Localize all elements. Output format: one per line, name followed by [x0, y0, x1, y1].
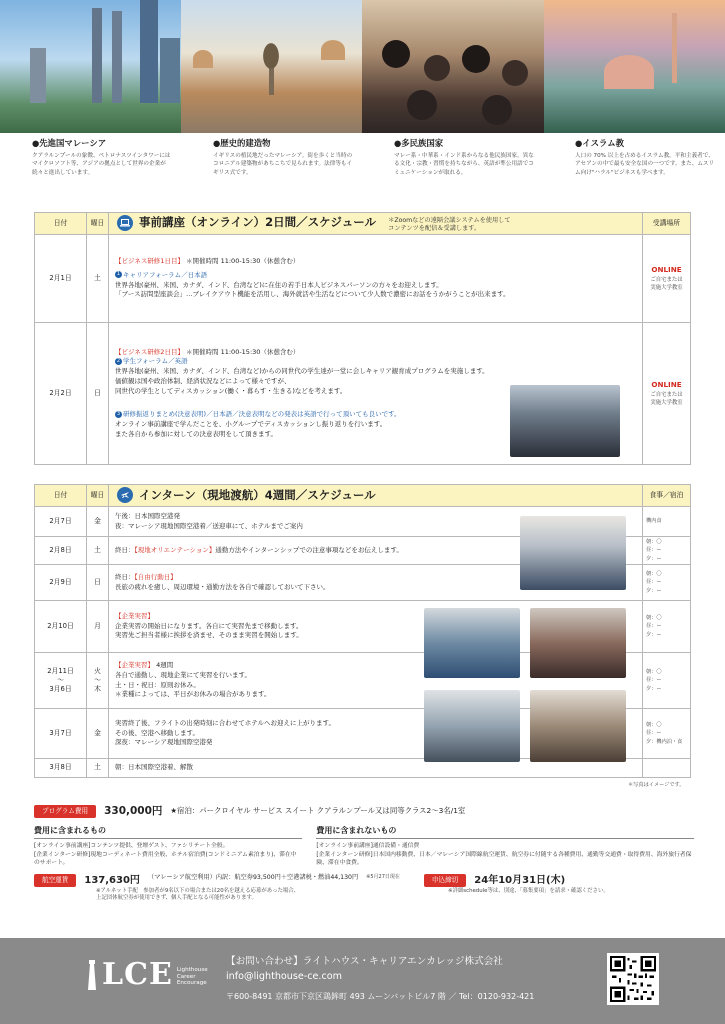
program-fee-price: 330,000円: [104, 805, 163, 817]
row-venue: [643, 323, 691, 465]
row-meal: 朝：〇 昼：ー 夕：ー: [643, 653, 691, 709]
airfare-note: ※アルネット手配 参加者が9名以下の場合または20名を越える応募があった場合、 上記団体航空券が使用できず、個人手配となる可能性があります。: [96, 887, 300, 902]
classroom-photo: [530, 690, 626, 762]
row-meal: 朝：〇 昼：ー 夕：ー: [643, 537, 691, 565]
photo-note: ＊写真はイメージです。: [628, 782, 685, 788]
lighthouse-icon: [86, 960, 98, 990]
logo-text: LCE: [102, 957, 173, 992]
photo-mosque: [544, 0, 725, 133]
contact-email[interactable]: info@lighthouse-ce.com: [226, 970, 342, 982]
row-date: 2月2日: [35, 323, 87, 465]
photo-strip: [0, 0, 725, 133]
row-label: 【自由行動日】: [134, 572, 177, 581]
row-dow: 月: [87, 601, 109, 653]
row-meal: [643, 759, 691, 778]
row-meal: 朝：〇 昼：ー 夕：機内泊・食: [643, 709, 691, 759]
table-row: [35, 235, 691, 323]
row-dow: 金: [87, 507, 109, 537]
session-description: 世界各地(豪州、米国、カナダ、インド、台湾など)に在住の若手日本人ビジネスパーソンの方々をお迎えします。 「ブース訪問型座談会」…ブレイクアウト機能を活用し、海外就活や生活などについて少人数で濃密にお話をうかがうことが出来ます。: [115, 280, 510, 299]
session-subtitle: キャリアフォーラム／日本語: [123, 270, 208, 279]
caption-title: ●先進国マレーシア: [32, 138, 107, 148]
header-title: [109, 213, 643, 235]
number-badge: 1: [116, 271, 121, 277]
work-photo: [424, 690, 520, 762]
airfare-price: 137,630円: [84, 875, 140, 887]
row-label: 【企業実習】: [115, 611, 154, 620]
row-date: 2月8日: [35, 537, 87, 565]
caption-multiethnic: [362, 136, 543, 196]
deadline-dow: 木: [550, 875, 561, 887]
row-label: 【企業実習】: [115, 661, 154, 669]
row-label: 【現地オリエンテーション】: [134, 545, 216, 554]
airfare-date: ※5月27日現在: [366, 874, 400, 881]
photo-colonial-fountain: [181, 0, 362, 133]
fees-section: [34, 804, 694, 903]
included-text: [オンライン事前講座]コンテンツ提供、登壇ゲスト、ファシリテート全般。 [企業インターン研修]現地コーディネート費用全般、ホテル宿泊費(コンドミニアム素泊まり)、滞在中のサポート。: [34, 842, 297, 867]
qr-code[interactable]: [607, 953, 659, 1005]
included-title: 費用に含まれるもの: [34, 826, 302, 839]
row-meal: 機内食: [643, 507, 691, 537]
row-dow: 火 ～ 木: [87, 653, 109, 709]
photo-petronas-towers: [0, 0, 181, 133]
caption-title: ●イスラム教: [575, 138, 625, 148]
caption-text: イギリスの植民地だったマレーシア。街を歩くと当時のコロニアル建築物があちこちで見られます。法律等もイギリス式です。: [213, 153, 353, 176]
row-dow: 土: [87, 235, 109, 323]
group-photo: [510, 385, 620, 457]
program-fee-desc: ★宿泊：パークロイヤル サービス スイート クアラルンプール又は同等クラス2～3名/1室: [170, 806, 466, 816]
caption-text: マレー系・中華系・インド系からなる他民族国家。異なる文化・宗教・習慣を持ちながら、英語が準公用語でコミュニケーションが取れる。: [394, 153, 534, 176]
contact-address: 〒600-8491 京都市下京区鶏鉾町 493 ムーンバットビル7 階 ／ Tel：0120-932-421: [226, 991, 535, 1001]
row-dow: 金: [87, 709, 109, 759]
row-body: [109, 235, 643, 323]
caption-title: ●多民族国家: [394, 138, 444, 148]
logo-subtext: Lighthouse Career Encourage: [176, 966, 208, 987]
session-time: ＊開催時間 11:00-15:30（休憩含む）: [186, 257, 300, 265]
airfare-desc: （マレーシア航空利用）内訳：航空券93,500円＋空港諸税・燃油44,130円: [147, 874, 359, 882]
row-label-suffix: 4週間: [156, 661, 174, 669]
office-group-photo: [424, 608, 520, 678]
venue-detail: ご自宅または 実施大学教室: [650, 276, 683, 291]
excluded-costs: [316, 826, 694, 868]
row-dow: 土: [87, 537, 109, 565]
row-date: 3月7日: [35, 709, 87, 759]
row-body: 午後：日本国際空港発 夜：マレーシア現地国際空港着／送迎車にて、ホテルまでご案内: [109, 507, 643, 537]
footer: [0, 938, 725, 1024]
header-date: 日付: [35, 213, 87, 235]
header-meal: 食事／宿泊: [643, 485, 691, 507]
row-date: 2月9日: [35, 565, 87, 601]
row-body: 実習終了後、フライトの出発時刻に合わせてホテルへお迎えに上がります。 その後、空港へ移動します。 深夜：マレーシア現地国際空港発: [109, 709, 643, 759]
row-text: 企業実習の開始日になります。各自にて実習先まで移動します。 実習先ご担当者様に挨拶を済ませ、そのまま実習を開始します。: [115, 621, 303, 640]
caption-text: 人口の 70% 以上を占めるイスラム教。平和主義者で、アセアンの中で最も安全な国の一つです。また、ムスリム向け"ハラル"ビジネスも学べます。: [575, 153, 715, 176]
airplane-icon: [117, 487, 133, 503]
row-text: 長旅の疲れを癒し、周辺環境・通勤方法を各自で確認しておいて下さい。: [115, 582, 330, 591]
deadline-badge: 申込締切: [424, 874, 466, 887]
feature-captions: [0, 136, 725, 196]
company-logo: [86, 957, 208, 992]
row-dow: 日: [87, 565, 109, 601]
row-body: 朝：日本国際空港着、解散: [109, 759, 643, 778]
header-date: 日付: [35, 485, 87, 507]
row-dow: 土: [87, 759, 109, 778]
header-dow: 曜日: [87, 485, 109, 507]
airfare-badge: 航空運賃: [34, 874, 76, 887]
row-venue: [643, 235, 691, 323]
header-venue: 受講場所: [643, 213, 691, 235]
header-dow: 曜日: [87, 213, 109, 235]
row-date: 3月8日: [35, 759, 87, 778]
row-meal: 朝：〇 昼：ー 夕：ー: [643, 565, 691, 601]
venue-online: ONLINE: [651, 264, 682, 274]
excluded-text: [オンライン事前講座]通信設備・通信費 [企業インターン研修]日本国内移動費、日本／マレーシア国際線航空運賃、航空券に付随する各種費用、通勤等交通費・取得費用、海外旅行者保険、滞在中食費。: [316, 842, 692, 867]
team-photo: [520, 516, 626, 590]
session-description: 世界各地(豪州、米国、カナダ、インド、台湾など)からの同世代の学生達が一堂に会しキャリア観育成プログラムを実施します。 価値観は国や政治体制、経済状況などによって様々ですが、 同世代の学生としてディスカッション(働く・暮らす・生きる)などを考えます。: [115, 367, 489, 395]
number-badge: 3: [116, 410, 121, 417]
session-subtitle: 研修振返りまとめ(決意表明)／日本語／決意表明などの発表は英語で行って頂いても良いです。: [123, 410, 401, 419]
excluded-title: 費用に含まれないもの: [316, 826, 694, 839]
session-description: オンライン事前講座で学んだことを、小グループでディスカッションし振り返りを行います。 また各自から参加に対しての決意表明をして頂きます。: [115, 420, 387, 438]
caption-historic-buildings: [181, 136, 362, 196]
section-note: ＊Zoomなどの遠隔会議システムを使用して コンテンツを配信＆受講します。: [388, 216, 511, 232]
row-text: 各自で通勤し、現地企業にて実習を行います。 土・日・祝日：原則お休み。 ＊業種によっては、平日がお休みの場合があります。: [115, 670, 271, 699]
row-text: 通勤方法やインターンシップでの注意事項などをお伝えします。: [215, 545, 403, 554]
row-date: 2月10日: [35, 601, 87, 653]
caption-developed-country: [0, 136, 181, 196]
deadline-note: ※詳細schedule等は、別途、「募集要項」を請求・確認ください。: [448, 887, 609, 894]
contact-info: [226, 956, 534, 1003]
section-title: インターン（現地渡航）4週間／スケジュール: [139, 487, 376, 502]
session-time: ＊開催時間 11:00-15:30（休憩含む）: [186, 347, 300, 356]
caption-text: クアラルンプールの象徴、ペトロナスツインタワーにはマイクロソフト等、アジアの拠点として世界の企業が続々と進出しています。: [32, 153, 171, 176]
row-prefix: 終日：: [115, 545, 135, 554]
program-fee-badge: プログラム費用: [34, 805, 96, 818]
laptop-icon: [117, 215, 133, 231]
section-title: 事前講座（オンライン）2日間／スケジュール: [139, 214, 376, 229]
caption-islam: [543, 136, 724, 196]
photo-multiethnic-group: [362, 0, 544, 133]
table-header: [35, 485, 691, 507]
included-costs: [34, 826, 302, 868]
row-dow: 日: [87, 323, 109, 465]
row-prefix: 終日：: [115, 572, 135, 581]
session-subtitle: 学生フォーラム／英語: [123, 357, 188, 366]
row-date: 2月11日 ～ 3月6日: [35, 653, 87, 709]
contact-title: 【お問い合わせ】ライトハウス・キャリアエンカレッジ株式会社: [226, 956, 503, 967]
header-title: [109, 485, 643, 507]
caption-title: ●歴史的建造物: [213, 138, 271, 148]
table-header: [35, 213, 691, 235]
row-date: 2月7日: [35, 507, 87, 537]
row-meal: 朝：〇 昼：ー 夕：ー: [643, 601, 691, 653]
session-label: 【ビジネス研修1日目】: [115, 257, 184, 265]
venue-online: ONLINE: [651, 379, 682, 389]
row-date: 2月1日: [35, 235, 87, 323]
meeting-photo: [530, 608, 626, 678]
number-badge: 2: [116, 357, 121, 364]
deadline-value: 24年10月31日(木): [474, 875, 566, 887]
venue-detail: ご自宅または 実施大学教室: [650, 391, 683, 406]
session-label: 【ビジネス研修2日目】: [115, 347, 184, 356]
